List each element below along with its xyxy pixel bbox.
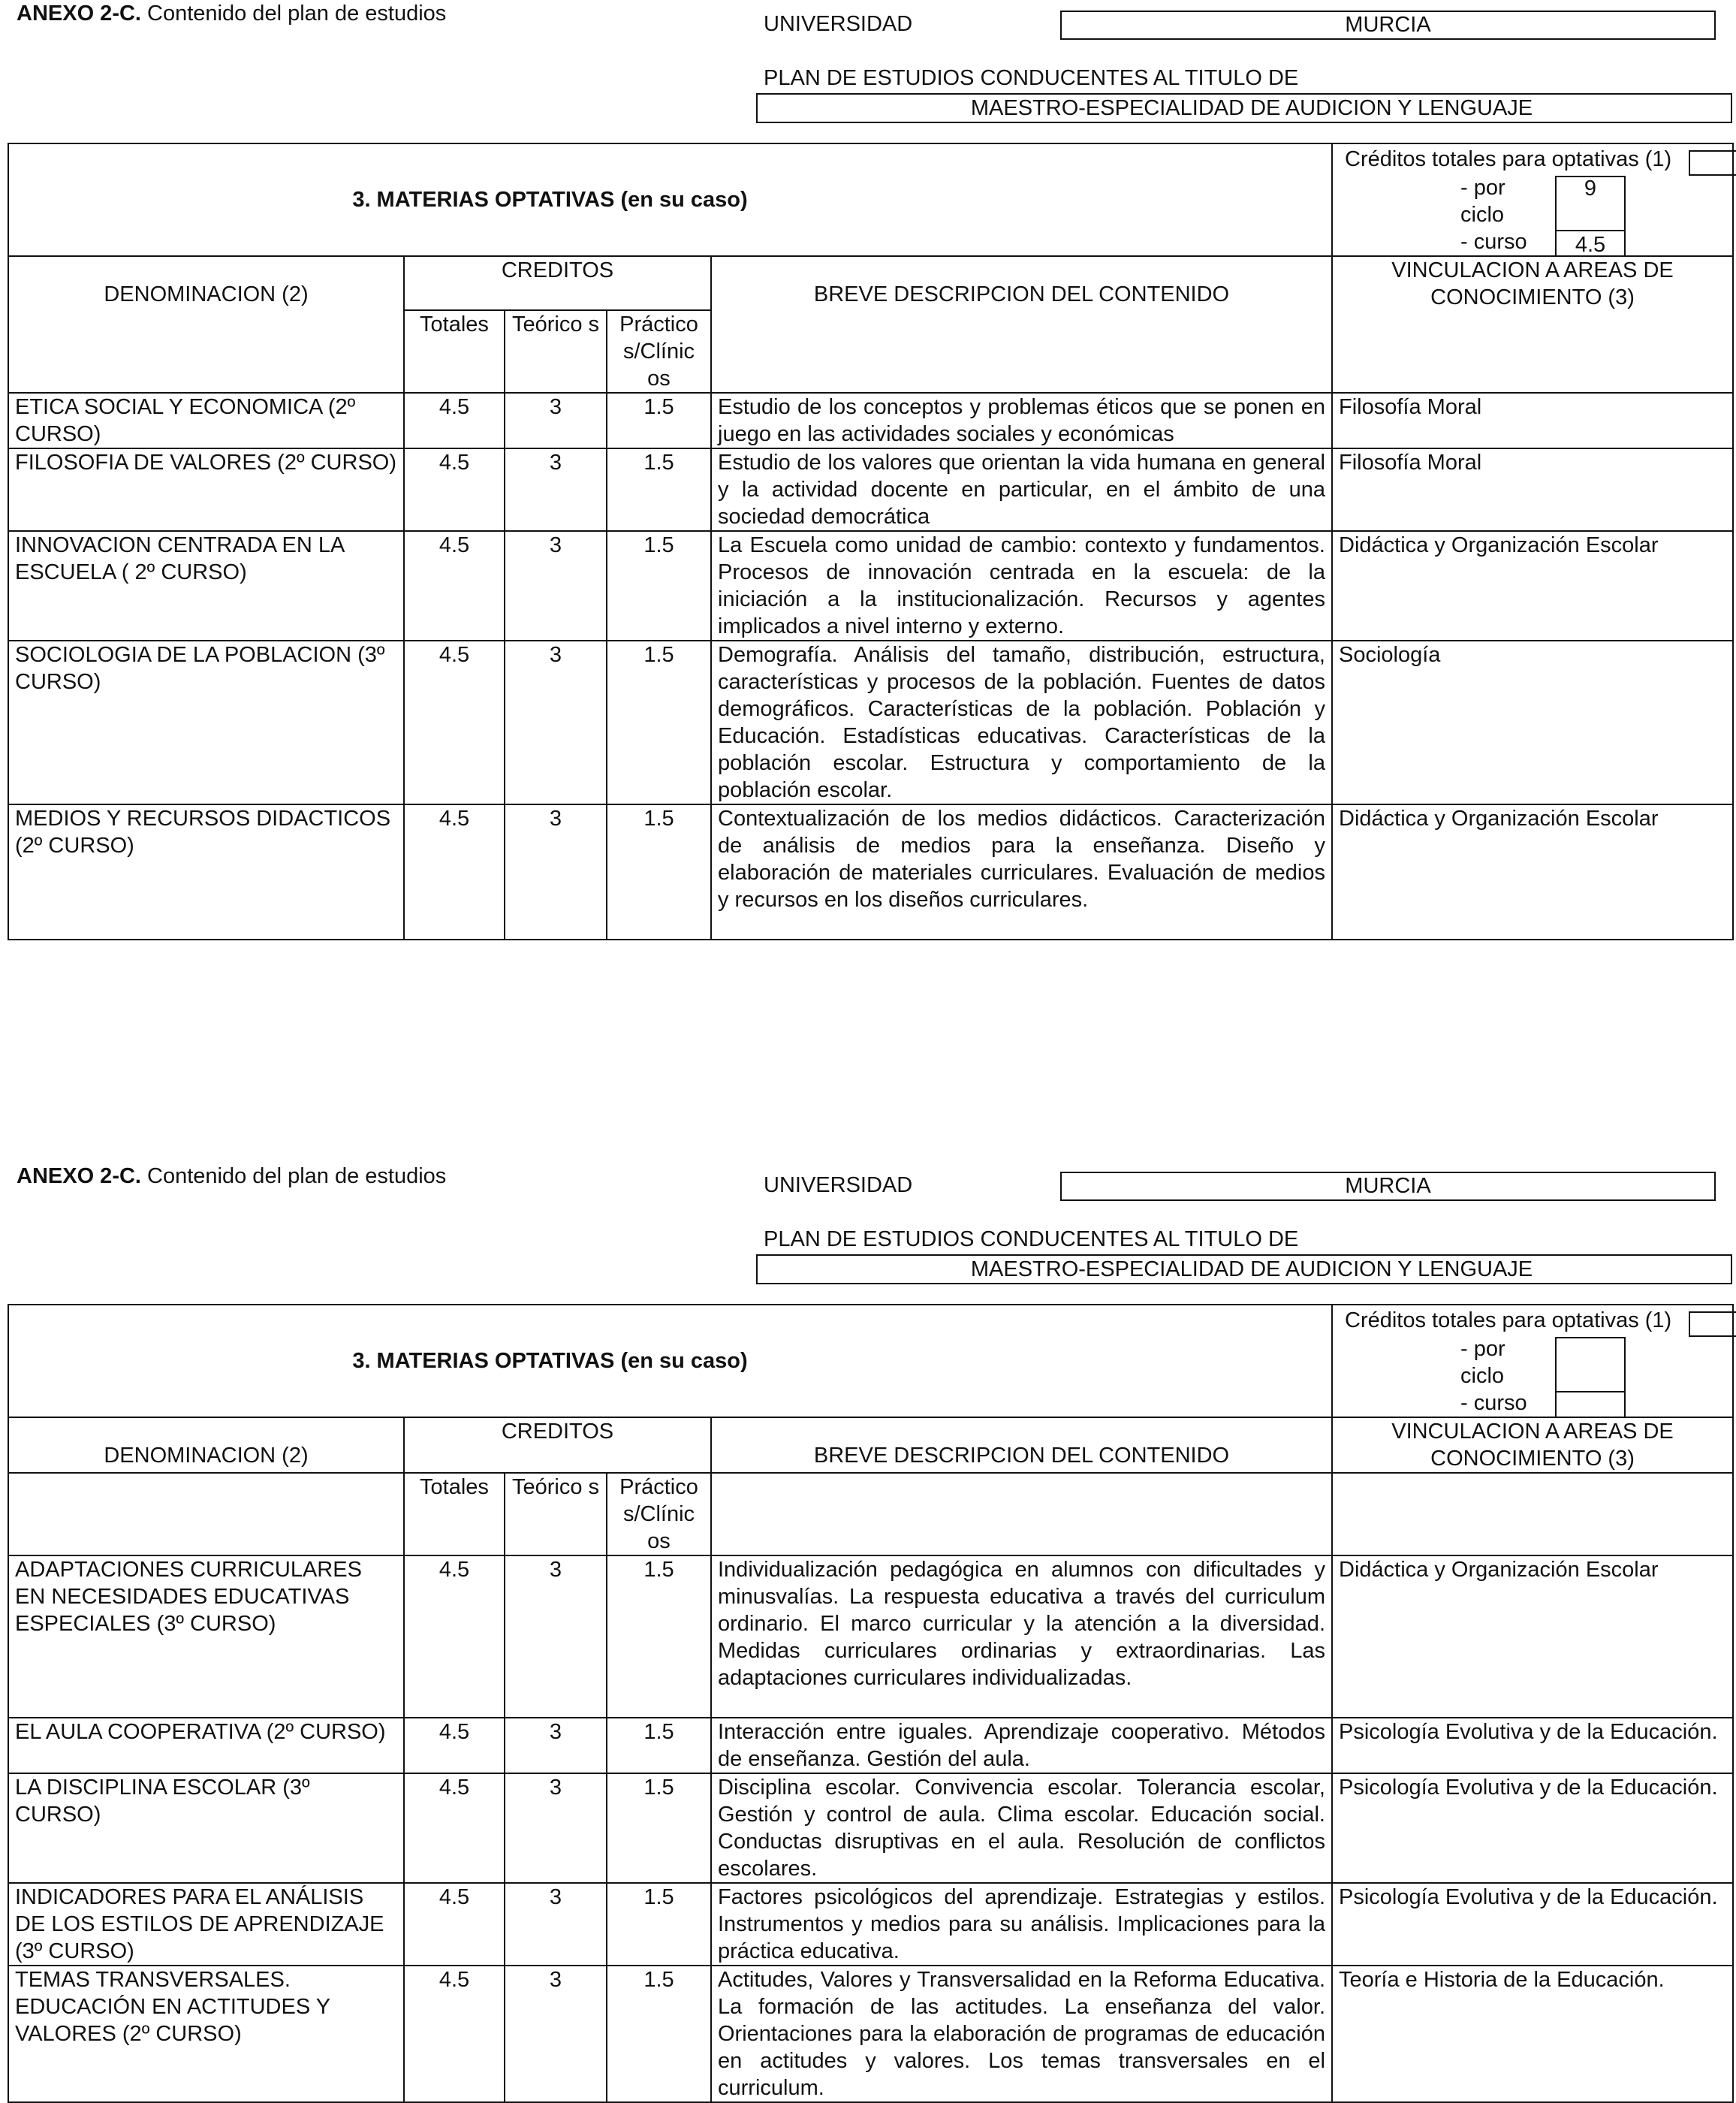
table-row (8, 1883, 1733, 1966)
universidad-value: MURCIA (1060, 11, 1716, 40)
table-row (8, 804, 1733, 940)
materias-table (8, 1304, 1734, 2103)
row-totales: 4.5 (404, 531, 505, 641)
section-title-text: 3. MATERIAS OPTATIVAS (en su caso) (352, 188, 748, 212)
row-denominacion: FILOSOFIA DE VALORES (2º CURSO) (8, 448, 404, 531)
section-title (8, 143, 1332, 256)
creditos-totales-value (1689, 1311, 1736, 1337)
row-teoricos: 3 (505, 641, 607, 804)
creditos-totales-value (1689, 150, 1736, 176)
row-denominacion: TEMAS TRANSVERSALES. EDUCACIÓN EN ACTITUDES Y VALORES (2º CURSO) (8, 1966, 404, 2102)
row-vinculacion: Psicología Evolutiva y de la Educación. (1332, 1883, 1733, 1966)
por-curso-value: 4.5 (1555, 230, 1626, 255)
row-denominacion: ADAPTACIONES CURRICULARES EN NECESIDADES EDUCATIVAS ESPECIALES (3º CURSO) (8, 1555, 404, 1718)
table-row (8, 531, 1733, 641)
row-vinculacion: Teoría e Historia de la Educación. (1332, 1966, 1733, 2102)
row-teoricos: 3 (505, 393, 607, 448)
row-vinculacion: Psicología Evolutiva y de la Educación. (1332, 1773, 1733, 1883)
row-descripcion: Contextualización de los medios didácticos. Caracterización de análisis de medios para la enseñanza. Diseño y elaboración de materiales curriculares. Evaluación de medios y recursos en los diseños curriculares. (711, 804, 1332, 940)
row-practicos: 1.5 (607, 804, 711, 940)
row-totales: 4.5 (404, 393, 505, 448)
header-descripcion-blank (711, 1473, 1332, 1555)
anexo-subtitle: Contenido del plan de estudios (140, 2, 447, 26)
table-row (8, 641, 1733, 804)
row-teoricos: 3 (505, 1883, 607, 1966)
row-vinculacion: Filosofía Moral (1332, 448, 1733, 531)
row-teoricos: 3 (505, 448, 607, 531)
row-practicos: 1.5 (607, 641, 711, 804)
header-practicos: Práctico s/Clínic os (607, 310, 711, 393)
creditos-totales-cell (1332, 1305, 1733, 1417)
header-descripcion: BREVE DESCRIPCION DEL CONTENIDO (711, 256, 1332, 393)
anexo-label: ANEXO 2-C. (17, 2, 141, 26)
row-descripcion: Estudio de los valores que orientan la vida humana en general y la actividad docente en particular, en el ámbito de una sociedad democrática (711, 448, 1332, 531)
header-denominacion-blank (8, 1473, 404, 1555)
row-vinculacion: Psicología Evolutiva y de la Educación. (1332, 1718, 1733, 1773)
por-ciclo-value: 9 (1555, 176, 1626, 231)
row-totales: 4.5 (404, 448, 505, 531)
header-teoricos: Teórico s (505, 310, 607, 393)
row-practicos: 1.5 (607, 1883, 711, 1966)
row-descripcion: Estudio de los conceptos y problemas éticos que se ponen en juego en las actividades sociales y económicas (711, 393, 1332, 448)
row-practicos: 1.5 (607, 393, 711, 448)
plan-label: PLAN DE ESTUDIOS CONDUCENTES AL TITULO DE (764, 66, 1299, 90)
creditos-totales-cell (1332, 143, 1733, 256)
row-totales: 4.5 (404, 1718, 505, 1773)
row-descripcion: Factores psicológicos del aprendizaje. Estrategias y estilos. Instrumentos y medios para su análisis. Implicaciones para la práctica educativa. (711, 1883, 1332, 1966)
header-vinculacion-blank (1332, 1473, 1733, 1555)
row-vinculacion: Didáctica y Organización Escolar (1332, 531, 1733, 641)
row-teoricos: 3 (505, 1966, 607, 2102)
row-descripcion: Disciplina escolar. Convivencia escolar. Tolerancia escolar, Gestión y control de aula. Clima escolar. Educación social. Conductas disruptivas en el aula. Resolución de conflictos escolares. (711, 1773, 1332, 1883)
plan-value: MAESTRO-ESPECIALIDAD DE AUDICION Y LENGUAJE (756, 1254, 1732, 1284)
row-denominacion: EL AULA COOPERATIVA (2º CURSO) (8, 1718, 404, 1773)
curso-label: - curso (1460, 1391, 1527, 1415)
table-row (8, 1555, 1733, 1718)
row-denominacion: ETICA SOCIAL Y ECONOMICA (2º CURSO) (8, 393, 404, 448)
por-ciclo-value (1555, 1337, 1626, 1392)
row-vinculacion: Filosofía Moral (1332, 393, 1733, 448)
row-practicos: 1.5 (607, 531, 711, 641)
creditos-totales-label: Créditos totales para optativas (1) (1345, 147, 1672, 171)
row-teoricos: 3 (505, 804, 607, 940)
por-label: - por (1460, 1337, 1505, 1361)
row-vinculacion: Didáctica y Organización Escolar (1332, 804, 1733, 940)
row-denominacion: SOCIOLOGIA DE LA POBLACION (3º CURSO) (8, 641, 404, 804)
table-row (8, 1718, 1733, 1773)
materias-table (8, 143, 1734, 940)
header-totales: Totales (404, 310, 505, 393)
header-descripcion: BREVE DESCRIPCION DEL CONTENIDO (711, 1417, 1332, 1473)
row-denominacion: MEDIOS Y RECURSOS DIDACTICOS (2º CURSO) (8, 804, 404, 940)
table-row (8, 393, 1733, 448)
row-descripcion: Actitudes, Valores y Transversalidad en la Reforma Educativa. La formación de las actitudes. La enseñanza del valor. Orientaciones para la elaboración de programas de educación en actitudes y valores. Los temas transversales en el curriculum. (711, 1966, 1332, 2102)
ciclo-label: ciclo (1460, 203, 1505, 227)
row-denominacion: INNOVACION CENTRADA EN LA ESCUELA ( 2º CURSO) (8, 531, 404, 641)
anexo-subtitle: Contenido del plan de estudios (140, 1164, 447, 1188)
row-teoricos: 3 (505, 1555, 607, 1718)
row-descripcion: Demografía. Análisis del tamaño, distribución, estructura, características y procesos de la población. Fuentes de datos demográficos. Características de la población. Población y Educación. Estadísticas educativas. Características de la población escolar. Estructura y comportamiento de la población escolar. (711, 641, 1332, 804)
row-totales: 4.5 (404, 1555, 505, 1718)
row-teoricos: 3 (505, 1718, 607, 1773)
row-practicos: 1.5 (607, 448, 711, 531)
row-vinculacion: Didáctica y Organización Escolar (1332, 1555, 1733, 1718)
header-creditos: CREDITOS (404, 256, 711, 310)
universidad-label: UNIVERSIDAD (764, 1173, 913, 1197)
ciclo-label: ciclo (1460, 1364, 1505, 1388)
row-vinculacion: Sociología (1332, 641, 1733, 804)
table-row (8, 1773, 1733, 1883)
section-title (8, 1305, 1332, 1417)
row-practicos: 1.5 (607, 1718, 711, 1773)
header-vinculacion: VINCULACION A AREAS DE CONOCIMIENTO (3) (1332, 256, 1733, 393)
universidad-label: UNIVERSIDAD (764, 12, 913, 36)
section-title-text: 3. MATERIAS OPTATIVAS (en su caso) (352, 1349, 748, 1373)
row-practicos: 1.5 (607, 1555, 711, 1718)
row-practicos: 1.5 (607, 1966, 711, 2102)
row-descripcion: La Escuela como unidad de cambio: contexto y fundamentos. Procesos de innovación centrada en la escuela: de la iniciación a la institucionalización. Recursos y agentes implicados a nivel interno y externo. (711, 531, 1332, 641)
anexo-label: ANEXO 2-C. (17, 1164, 141, 1188)
header-practicos: Práctico s/Clínic os (607, 1473, 711, 1555)
row-teoricos: 3 (505, 1773, 607, 1883)
row-teoricos: 3 (505, 531, 607, 641)
row-totales: 4.5 (404, 1883, 505, 1966)
plan-label: PLAN DE ESTUDIOS CONDUCENTES AL TITULO DE (764, 1227, 1299, 1251)
header-creditos: CREDITOS (404, 1417, 711, 1473)
curso-label: - curso (1460, 230, 1527, 254)
creditos-totales-label: Créditos totales para optativas (1) (1345, 1308, 1672, 1332)
table-row (8, 1966, 1733, 2102)
row-denominacion: INDICADORES PARA EL ANÁLISIS DE LOS ESTILOS DE APRENDIZAJE (3º CURSO) (8, 1883, 404, 1966)
row-practicos: 1.5 (607, 1773, 711, 1883)
row-descripcion: Individualización pedagógica en alumnos con dificultades y minusvalías. La respuesta educativa a través del curriculum ordinario. El marco curricular y la atención a la diversidad. Medidas curriculares ordinarias y extraordinarias. Las adaptaciones curriculares individualizadas. (711, 1555, 1332, 1718)
header-teoricos: Teórico s (505, 1473, 607, 1555)
row-descripcion: Interacción entre iguales. Aprendizaje cooperativo. Métodos de enseñanza. Gestión del aula. (711, 1718, 1332, 1773)
por-curso-value (1555, 1391, 1626, 1417)
header-denominacion: DENOMINACION (2) (8, 1417, 404, 1473)
row-denominacion: LA DISCIPLINA ESCOLAR (3º CURSO) (8, 1773, 404, 1883)
header-vinculacion: VINCULACION A AREAS DE CONOCIMIENTO (3) (1332, 1417, 1733, 1473)
header-totales: Totales (404, 1473, 505, 1555)
universidad-value: MURCIA (1060, 1172, 1716, 1201)
row-totales: 4.5 (404, 641, 505, 804)
table-row (8, 448, 1733, 531)
row-totales: 4.5 (404, 1773, 505, 1883)
anexo-heading (17, 0, 446, 27)
row-totales: 4.5 (404, 804, 505, 940)
row-totales: 4.5 (404, 1966, 505, 2102)
header-denominacion: DENOMINACION (2) (8, 256, 404, 393)
por-label: - por (1460, 176, 1505, 200)
anexo-heading (17, 1163, 446, 1190)
plan-value: MAESTRO-ESPECIALIDAD DE AUDICION Y LENGUAJE (756, 93, 1732, 123)
